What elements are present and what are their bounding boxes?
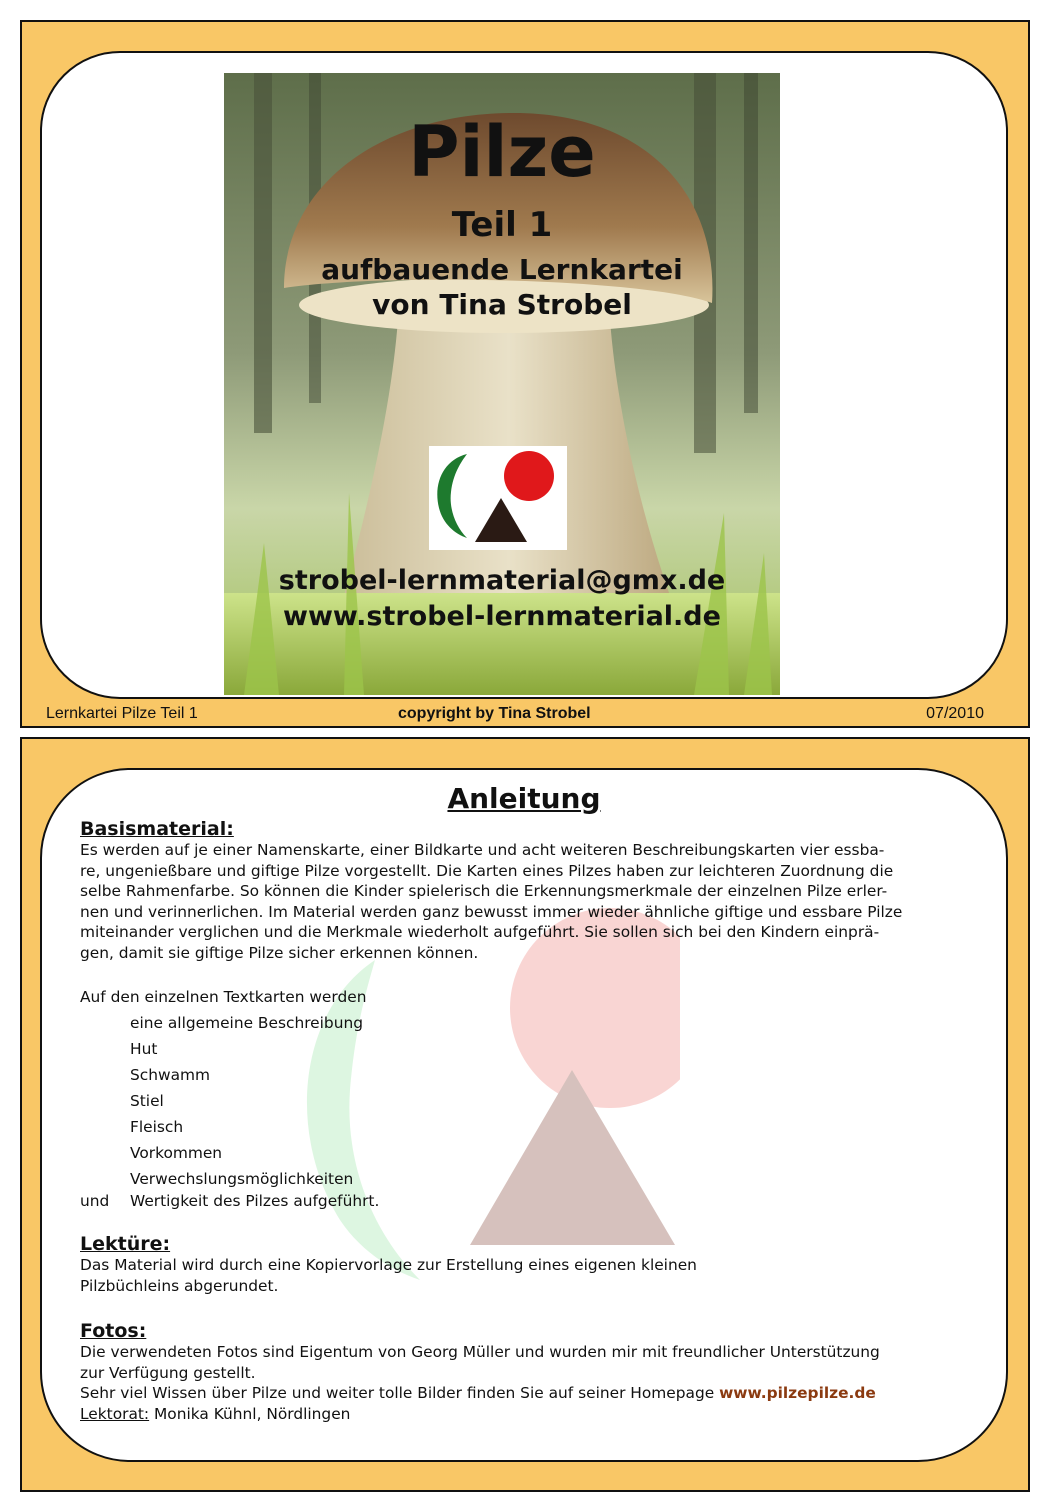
- footer-left: Lernkartei Pilze Teil 1: [46, 705, 198, 722]
- list-item: [80, 1013, 986, 1039]
- lektuere-section: [80, 1233, 986, 1296]
- part-label: Teil 1: [451, 205, 553, 245]
- list-intro: Auf den einzelnen Textkarten werden: [80, 988, 367, 1006]
- list-item-text: Fleisch: [130, 1117, 184, 1136]
- fotos-line: zur Verfügung gestellt.: [80, 1363, 256, 1382]
- instructions-heading: Anleitung: [447, 782, 601, 815]
- basis-section: [80, 818, 986, 963]
- list-end: [80, 1191, 986, 1213]
- basis-heading: Basismaterial:: [80, 818, 234, 840]
- list-item-text: Verwechslungsmöglichkeiten: [130, 1169, 354, 1188]
- fotos-line: Die verwendeten Fotos sind Eigentum von Georg Müller und wurden mir mit freundlicher Unterstützung: [80, 1343, 880, 1361]
- basis-line: re, ungenießbare und giftige Pilze vorgestellt. Die Karten eines Pilzes haben zur leichteren Zuordnung die: [80, 861, 894, 880]
- homepage-text: Sehr viel Wissen über Pilze und weiter tolle Bilder finden Sie auf seiner Homepage: [80, 1384, 720, 1402]
- author-line: von Tina Strobel: [372, 288, 632, 321]
- lektuere-line: Das Material wird durch eine Kopiervorlage zur Erstellung eines eigenen kleinen: [80, 1256, 697, 1274]
- website-url: www.strobel-lernmaterial.de: [283, 601, 721, 632]
- footer-date: 07/2010: [926, 705, 984, 722]
- title-card-inner: [40, 51, 1008, 699]
- list-end-label: und: [80, 1191, 110, 1210]
- instructions-card-inner: [40, 768, 1008, 1462]
- lektorat-line: [80, 1404, 986, 1425]
- lektorat-text: Monika Kühnl, Nördlingen: [149, 1404, 351, 1423]
- logo-icon: [429, 446, 567, 550]
- lektorat-label: Lektorat:: [80, 1404, 150, 1423]
- publisher-logo: [429, 446, 567, 550]
- list-item: [80, 1143, 986, 1169]
- list-section: [80, 987, 986, 1213]
- list-item-text: eine allgemeine Beschreibung: [130, 1013, 363, 1032]
- list-item: [80, 1065, 986, 1091]
- basis-line: miteinander verglichen und die Merkmale wiederholt aufgeführt. Sie sollen sich bei den Kindern einprä-: [80, 923, 880, 941]
- title-card: [20, 20, 1030, 728]
- list-item-text: Hut: [130, 1039, 158, 1058]
- mushroom-photo: [224, 73, 780, 695]
- footer-copyright: copyright by Tina Strobel: [398, 705, 591, 722]
- list-end-text: Wertigkeit des Pilzes aufgeführt.: [130, 1191, 380, 1210]
- basis-line: selbe Rahmenfarbe. So können die Kinder spielerisch die Erkennungsmerkmale der einzelnen Pilze erler-: [80, 882, 888, 900]
- main-title: Pilze: [408, 111, 596, 193]
- basis-line: gen, damit sie giftige Pilze sicher erkennen können.: [80, 943, 479, 962]
- email-address: strobel-lernmaterial@gmx.de: [278, 565, 726, 596]
- homepage-link[interactable]: www.pilzepilze.de: [719, 1384, 876, 1402]
- subtitle: aufbauende Lernkartei: [321, 253, 683, 286]
- list-item: [80, 1117, 986, 1143]
- lektuere-line: Pilzbüchleins abgerundet.: [80, 1276, 279, 1295]
- homepage-line: [80, 1383, 986, 1404]
- list-item-text: Stiel: [130, 1091, 164, 1110]
- basis-line: nen und verinnerlichen. Im Material werden ganz bewusst immer wieder ähnliche giftige und essbare Pilze: [80, 902, 903, 921]
- lektuere-heading: Lektüre:: [80, 1233, 171, 1255]
- basis-line: Es werden auf je einer Namenskarte, einer Bildkarte und acht weiteren Beschreibungskarten vier essba-: [80, 841, 885, 859]
- list-item: [80, 1039, 986, 1065]
- list-item-text: Schwamm: [130, 1065, 210, 1084]
- list-item-text: Vorkommen: [130, 1143, 223, 1162]
- fotos-heading: Fotos:: [80, 1320, 147, 1342]
- fotos-section: [80, 1320, 986, 1424]
- list-item: [80, 1091, 986, 1117]
- list-item: [80, 1169, 986, 1191]
- instructions-card: [20, 737, 1030, 1492]
